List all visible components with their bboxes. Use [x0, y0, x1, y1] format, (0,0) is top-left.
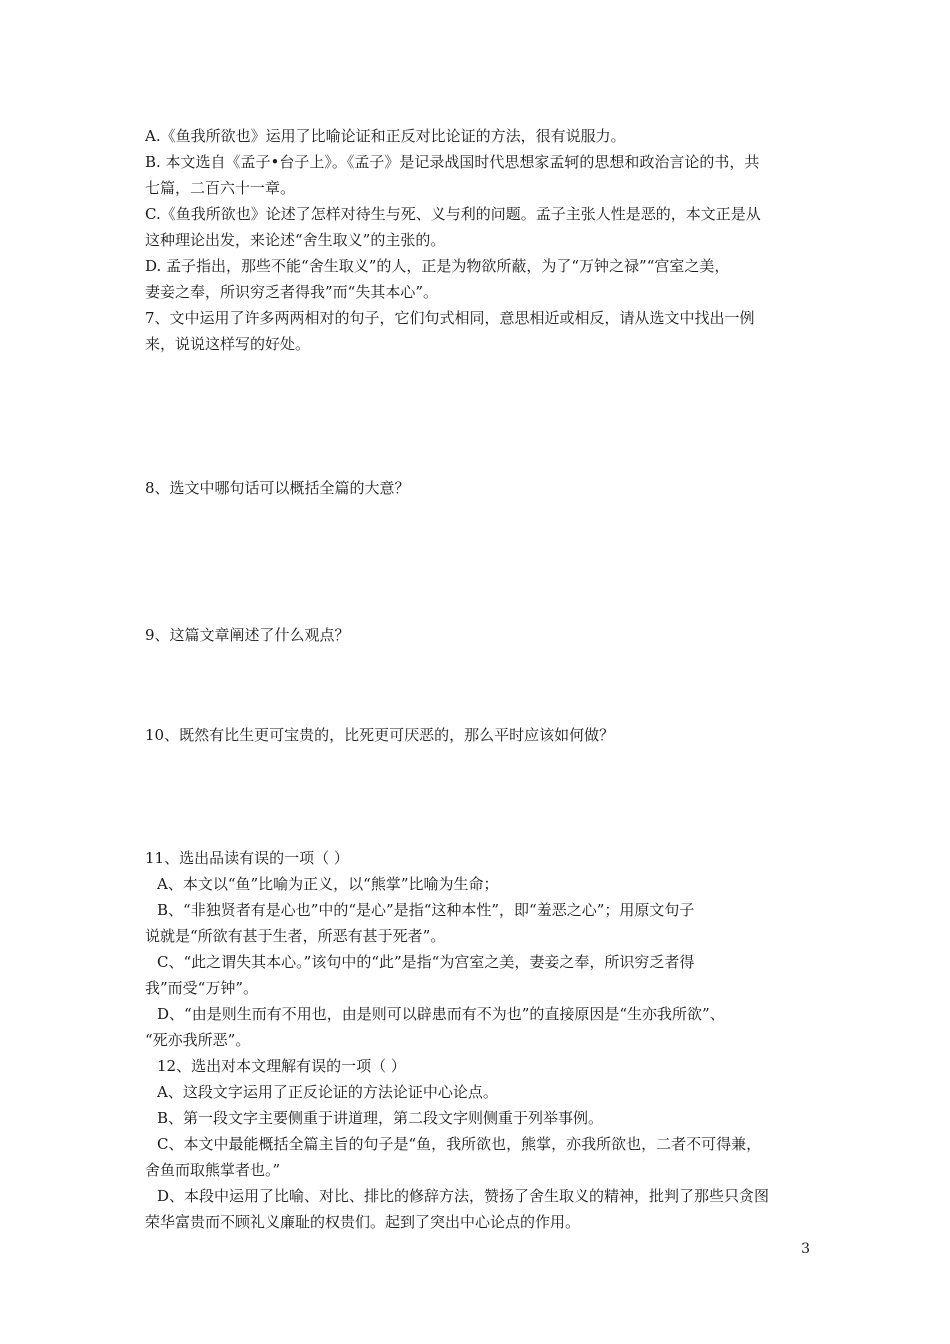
q11-option-a: A、本文以“鱼”比喻为正义，以“熊掌”比喻为生命； [157, 875, 499, 893]
q12-option-c-line2: 舍鱼而取熊掌者也。” [145, 1161, 281, 1179]
q11-option-c-line2: 我”而受“万钟”。 [145, 979, 259, 997]
q11-option-d-line1: D、“由是则生而有不用也，由是则可以辟患而有不为也”的直接原因是“生亦我所欲”、 [157, 1005, 725, 1023]
q8-question: 8、选文中哪句话可以概括全篇的大意？ [145, 479, 410, 497]
q11-stem: 11、选出品读有误的一项（ ） [145, 849, 349, 867]
q6-option-c-line2: 这种理论出发，来论述“舍生取义”的主张的。 [145, 231, 446, 249]
q10-question: 10、既然有比生更可宝贵的，比死更可厌恶的，那么平时应该如何做？ [145, 726, 615, 744]
q9-question: 9、这篇文章阐述了什么观点？ [145, 626, 350, 644]
page-number: 3 [801, 1241, 810, 1257]
q6-option-d-line2: 妻妾之奉，所识穷乏者得我”而“失其本心”。 [145, 283, 439, 301]
q7-line2: 来，说说这样写的好处。 [145, 335, 311, 353]
q12-option-a: A、这段文字运用了正反论证的方法论证中心论点。 [157, 1083, 498, 1101]
q11-option-b-line1: B、“非独贤者有是心也”中的“是心”是指“这种本性”，即“羞恶之心”；用原文句子 [157, 901, 695, 919]
q6-option-b-line1: B. 本文选自《孟子•台子上》。《孟子》是记录战国时代思想家孟轲的思想和政治言论的书，共 [145, 153, 760, 171]
q12-stem: 12、选出对本文理解有误的一项（ ） [157, 1057, 406, 1075]
q11-option-d-line2: “死亦我所恶”。 [145, 1031, 251, 1049]
q12-option-d-line1: D、本段中运用了比喻、对比、排比的修辞方法，赞扬了舍生取义的精神，批判了那些只贪图 [157, 1187, 770, 1205]
q6-option-b-line2: 七篇，二百六十一章。 [145, 179, 296, 197]
q6-option-a: A.《鱼我所欲也》运用了比喻论证和正反对比论证的方法，很有说服力。 [145, 127, 626, 145]
q7-line1: 7、文中运用了许多两两相对的句子，它们句式相同，意思相近或相反，请从选文中找出一例 [145, 309, 755, 327]
q12-option-d-line2: 荣华富贵而不顾礼义廉耻的权贵们。起到了突出中心论点的作用。 [145, 1213, 581, 1231]
q11-option-b-line2: 说就是“所欲有甚于生者，所恶有甚于死者”。 [145, 927, 446, 945]
q11-option-c-line1: C、“此之谓失其本心。”该句中的“此”是指“为宫室之美，妻妾之奉，所识穷乏者得 [157, 953, 695, 971]
q6-option-d-line1: D. 孟子指出，那些不能“舍生取义”的人，正是为物欲所蔽，为了“万钟之禄”“宫室之美， [145, 257, 730, 275]
q12-option-c-line1: C、本文中最能概括全篇主旨的句子是“鱼，我所欲也，熊掌，亦我所欲也，二者不可得兼， [157, 1135, 762, 1153]
q6-option-c-line1: C.《鱼我所欲也》论述了怎样对待生与死、义与利的问题。孟子主张人性是恶的，本文正是从 [145, 205, 761, 223]
q12-option-b: B、第一段文字主要侧重于讲道理，第二段文字则侧重于列举事例。 [157, 1109, 604, 1127]
